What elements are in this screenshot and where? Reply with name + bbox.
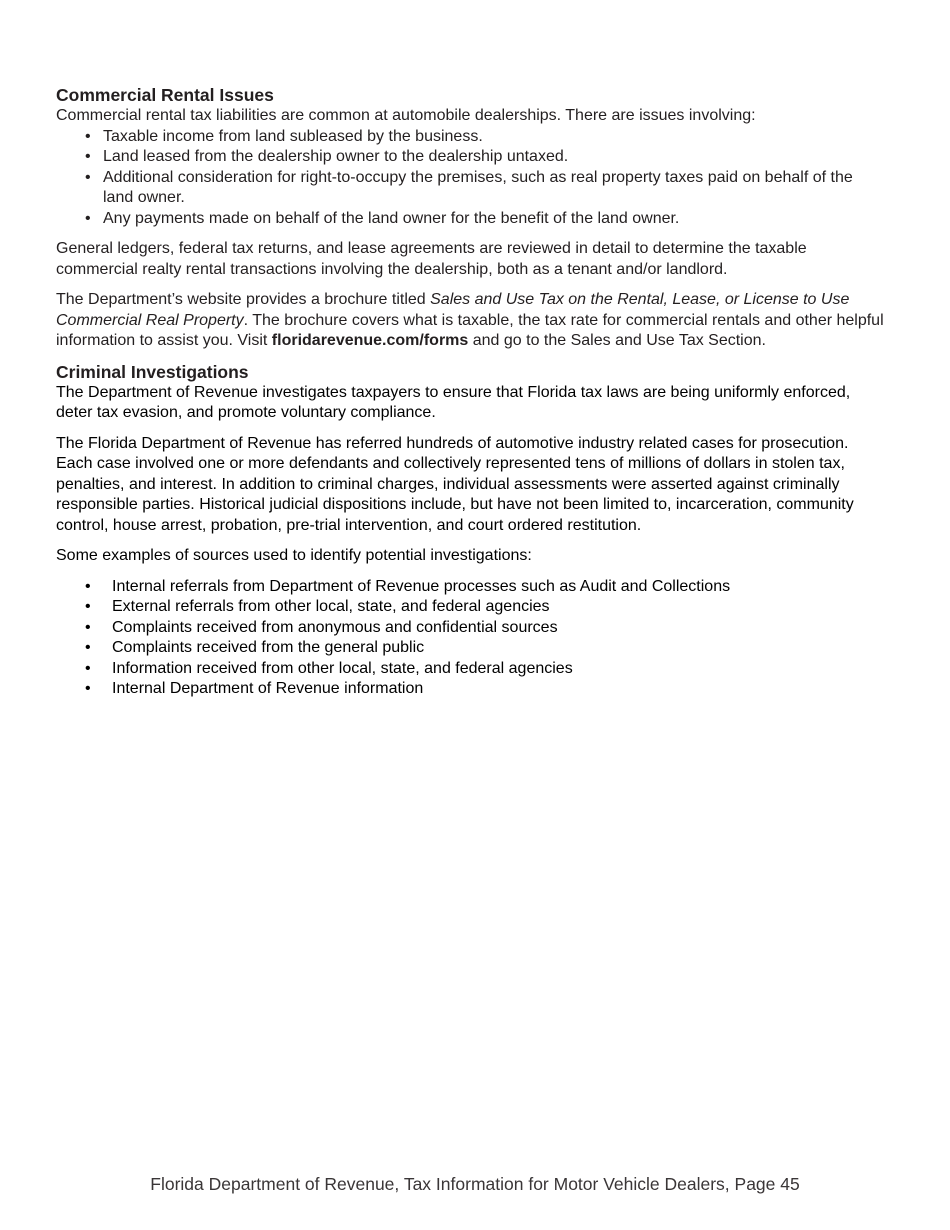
list-item: • Any payments made on behalf of the land owner for the benefit of the land owner. [56, 209, 886, 230]
bullet-icon: • [85, 598, 91, 615]
bullet-icon: • [85, 618, 91, 636]
list-item: • Complaints received from the general public [56, 638, 886, 659]
commercial-rental-issues-list [56, 127, 886, 230]
investigation-sources-list [56, 577, 886, 700]
investigation-purpose-paragraph: The Department of Revenue investigates taxpayers to ensure that Florida tax laws are being uniformly enforced, deter tax evasion, and promote voluntary compliance. [56, 383, 851, 421]
forms-link[interactable]: floridarevenue.com/forms [271, 332, 469, 349]
brochure-paragraph: The Department’s website provides a brochure titled Sales and Use Tax on the Rental, Lease, or License to Use Commercial Real Property. The brochure covers what is taxable, the tax rate for commercial rentals and other helpful information to assist you. Visit floridarevenue.com/forms and go to the Sales and Use Tax Section. [56, 291, 884, 349]
list-item: • Complaints received from anonymous and confidential sources [56, 618, 886, 639]
bullet-icon: • [85, 148, 91, 165]
page-footer: Florida Department of Revenue, Tax Information for Motor Vehicle Dealers, Page 45 [150, 1174, 800, 1194]
list-item: • External referrals from other local, state, and federal agencies [56, 597, 886, 618]
criminal-investigations-section [56, 361, 886, 700]
bullet-icon: • [85, 127, 91, 145]
bullet-icon: • [85, 168, 91, 186]
brochure-title: Sales and Use Tax on the Rental, Lease, or License to Use Commercial Real Property [56, 291, 850, 329]
ledgers-paragraph: General ledgers, federal tax returns, and lease agreements are reviewed in detail to determine the taxable commercial realty rental transactions involving the dealership, both as a tenant and/or landlord. [56, 240, 807, 278]
page-content [56, 84, 886, 700]
list-item: • Internal referrals from Department of Revenue processes such as Audit and Collections [56, 577, 886, 598]
list-item: • Information received from other local, state, and federal agencies [56, 659, 886, 680]
list-item: • Additional consideration for right-to-occupy the premises, such as real property taxes paid on behalf of the land owner. [85, 168, 853, 206]
bullet-icon: • [85, 639, 91, 656]
sources-intro: Some examples of sources used to identify potential investigations: [56, 547, 532, 564]
commercial-rental-section [56, 84, 886, 352]
list-item: • Taxable income from land subleased by the business. [56, 127, 886, 148]
list-item: • Land leased from the dealership owner to the dealership untaxed. [56, 147, 886, 168]
commercial-rental-intro: Commercial rental tax liabilities are common at automobile dealerships. There are issues involving: [56, 107, 756, 124]
bullet-icon: • [85, 209, 91, 227]
bullet-icon: • [85, 680, 91, 697]
commercial-rental-heading: Commercial Rental Issues [56, 85, 274, 105]
referrals-paragraph: The Florida Department of Revenue has referred hundreds of automotive industry related cases for prosecution. Each case involved one or more defendants and collectively represented tens of millions of dollars in stolen tax, penalties, and interest. In addition to criminal charges, individual assessments were asserted against criminally responsible parties. Historical judicial dispositions include, but have not been limited to, incarceration, community control, house arrest, probation, pre-trial intervention, and court ordered restitution. [56, 434, 854, 534]
list-item: • Internal Department of Revenue information [56, 679, 886, 700]
criminal-investigations-heading: Criminal Investigations [56, 361, 249, 382]
bullet-icon: • [85, 577, 91, 595]
bullet-icon: • [85, 659, 91, 677]
